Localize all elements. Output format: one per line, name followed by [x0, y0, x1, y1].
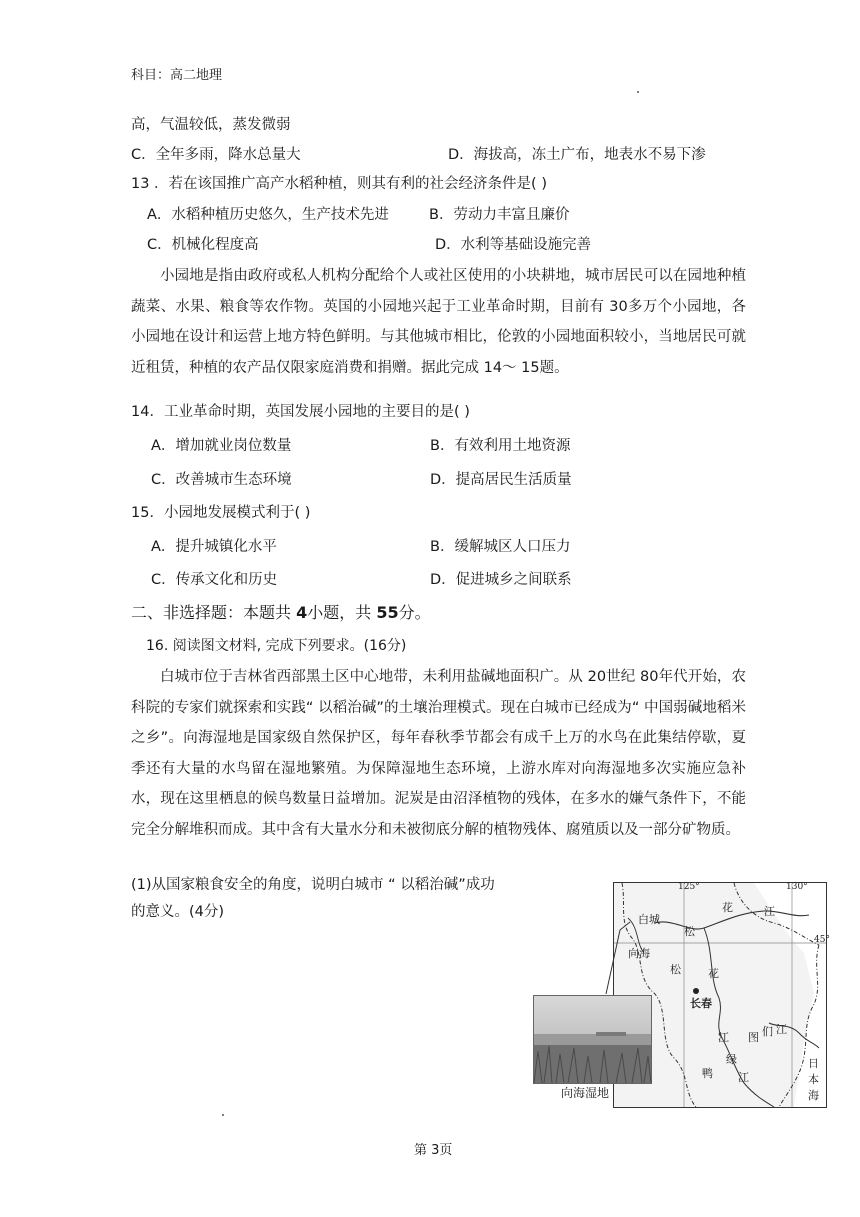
river-label-ya: 鸭: [702, 1067, 713, 1080]
q15-stem: 15．小园地发展模式利于( ): [131, 505, 311, 521]
xianghai-wetland-photo: [533, 995, 652, 1084]
lon-130-label: 130°: [786, 882, 808, 892]
changchun-marker: [693, 988, 699, 994]
section-title-part-c: 分。: [398, 603, 431, 622]
section-question-count: 4: [296, 603, 308, 622]
q13-option-c: C．机械化程度高: [147, 237, 259, 253]
changchun-label: 长春: [690, 997, 712, 1010]
river-label-hua-1: 花: [722, 901, 733, 914]
sea-label-ri: 日: [808, 1057, 819, 1070]
photo-caption: 向海湿地: [561, 1086, 610, 1100]
photo-drawing: [534, 996, 651, 1083]
passage-14-15: 小园地是指由政府或私人机构分配给个人或社区使用的小块耕地，城市居民可以在园地种植蔬菜、水果、粮食等农作物。英国的小园地兴起于工业革命时期，目前有 30多万个小园地，各小园地在设计和运营上地方特色鲜明。与其他城市相比，伦敦的小园地面积较小，当地居民可就近租赁，种植的农产品仅限家庭消费和捐赠。据此完成 14～ 15题。: [131, 268, 746, 376]
q15-option-d: D．促进城乡之间联系: [430, 572, 572, 588]
river-label-men: 们: [762, 1025, 773, 1038]
river-label-song-1: 松: [684, 925, 695, 938]
q13-option-b: B．劳动力丰富且廉价: [429, 207, 570, 223]
section-title-part-b: 小题，共: [307, 603, 377, 622]
river-label-song-2: 松: [670, 963, 681, 976]
xianghai-label: 向海: [628, 947, 650, 960]
section-title: [131, 600, 431, 623]
q15-option-a: A．提升城镇化水平: [151, 539, 277, 555]
photo-pointer: [600, 920, 640, 1000]
river-label-hua-2: 花: [708, 967, 719, 980]
q15-option-b: B．缓解城区人口压力: [430, 539, 571, 555]
q12-option-c: C．全年多雨，降水总量大: [131, 147, 301, 163]
lat-45-label: 45°: [814, 935, 830, 945]
sea-label-ben: 本: [808, 1073, 819, 1086]
q16-passage: 白城市位于吉林省西部黑土区中心地带，未利用盐碱地面积广。从 20世纪 80年代开始，农科院的专家们就探索和实践“ 以稻治碱”的土壤治理模式。现在白城市已经成为“ 中国弱碱地稻米之乡”。向海湿地是国家级自然保护区，每年春秋季节都会有成千上万的水鸟在此集结停歇，夏季还有大量的水鸟留在湿地繁殖。为保障湿地生态环境，上游水库对向海湿地多次实施应急补水，现在这里栖息的候鸟数量日益增加。泥炭是由沼泽植物的残体，在多水的嫌气条件下，不能完全分解堆积而成。其中含有大量水分和未被彻底分解的植物残体、腐殖质以及一部分矿物质。: [131, 669, 746, 838]
q14-option-c: C．改善城市生态环境: [151, 472, 292, 488]
q13-option-a: A．水稻种植历史悠久，生产技术先进: [147, 207, 389, 223]
page-number: 第 3页: [414, 1143, 453, 1158]
q13-option-d: D．水利等基础设施完善: [435, 237, 592, 253]
q14-option-d: D．提高居民生活质量: [430, 472, 572, 488]
section-total-score: 55: [376, 603, 399, 622]
river-label-lu: 绿: [726, 1053, 737, 1066]
river-label-jiang-1: 江: [764, 905, 775, 918]
lon-125-label: 125°: [678, 882, 700, 892]
river-label-tu: 图: [748, 1031, 759, 1044]
scan-dot-bottom: [222, 1114, 224, 1116]
subject-header: 科目：高二地理: [131, 68, 223, 83]
boat: [596, 1032, 626, 1036]
q12-ab-tail: 高，气温较低，蒸发微弱: [131, 117, 291, 133]
baicheng-label: 白城: [638, 913, 660, 926]
q14-stem: 14．工业革命时期，英国发展小园地的主要目的是( ): [131, 404, 470, 420]
q16-intro: 16. 阅读图文材料, 完成下列要求。(16分): [146, 638, 407, 654]
river-label-jiang-4: 江: [738, 1071, 749, 1084]
q16-sub1-line2: 的意义。(4分): [131, 904, 225, 920]
scan-dot: [637, 91, 639, 93]
pointer-line: [606, 922, 630, 994]
passage-14-15-block: [131, 261, 746, 383]
river-label-jiang-2: 江: [718, 1031, 729, 1044]
q14-option-b: B．有效利用土地资源: [430, 438, 571, 454]
river-label-jiang-3: 江: [776, 1023, 787, 1036]
q15-option-c: C．传承文化和历史: [151, 572, 278, 588]
q12-option-d: D．海拔高，冻土广布，地表水不易下渗: [448, 147, 706, 163]
q13-stem: 13 ．若在该国推广高产水稻种植，则其有利的社会经济条件是( ): [131, 176, 547, 192]
q16-sub1-line1: (1)从国家粮食安全的角度，说明白城市 “ 以稻治碱”成功: [131, 877, 495, 893]
sea-label-hai: 海: [808, 1089, 819, 1102]
section-title-part-a: 二、非选择题：本题共: [131, 603, 297, 622]
q16-passage-block: [131, 662, 746, 846]
sky: [534, 996, 651, 1036]
q14-option-a: A．增加就业岗位数量: [151, 438, 292, 454]
water-surface: [534, 1034, 651, 1046]
